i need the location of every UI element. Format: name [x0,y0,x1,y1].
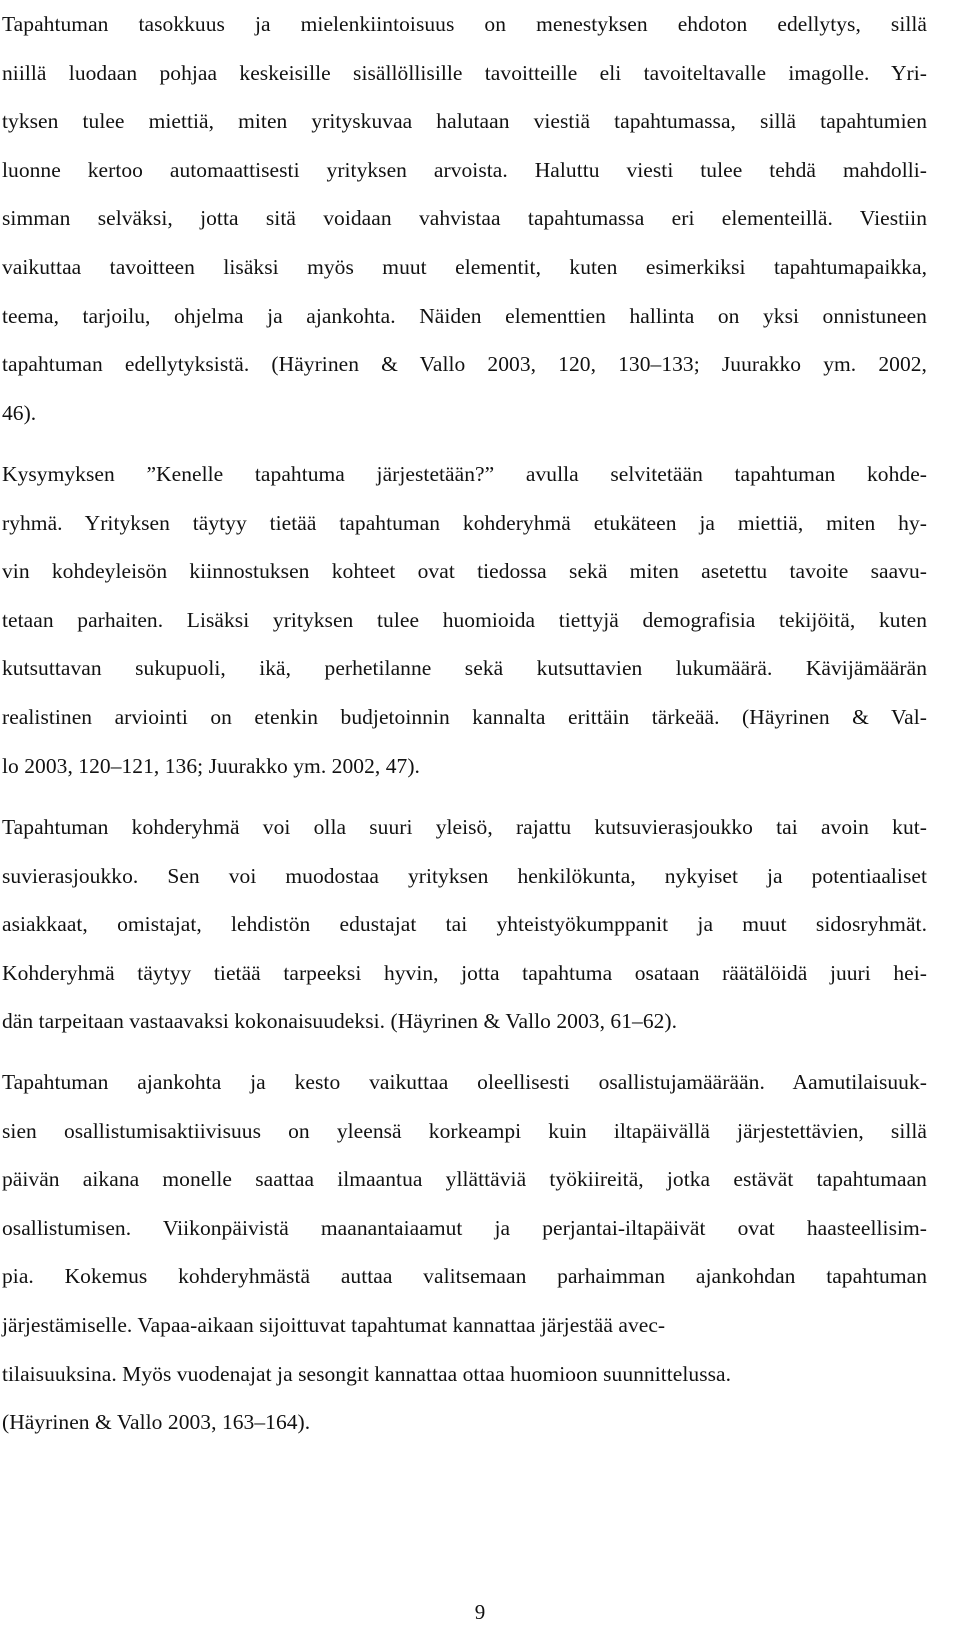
paragraph-line: vin kohdeyleisön kiinnostuksen kohteet ovat tiedossa sekä miten asetettu tavoite saavu- [2,559,927,584]
paragraph-line: osallistumisen. Viikonpäivistä maanantaiaamut ja perjantai-iltapäivät ovat haasteellisim- [2,1215,927,1240]
paragraph-line: järjestämiselle. Vapaa-aikaan sijoittuvat tapahtumat kannattaa järjestää avec- [2,1312,666,1337]
paragraph-line: Kysymyksen ”Kenelle tapahtuma järjestetään?” avulla selvitetään tapahtuman kohde- [2,462,927,486]
paragraph-line: tyksen tulee miettiä, miten yrityskuvaa halutaan viestiä tapahtumassa, sillä tapahtumien [2,109,927,134]
paragraph-line: dän tarpeitaan vastaavaksi kokonaisuudeksi. (Häyrinen & Vallo 2003, 61–62). [2,1009,678,1034]
paragraph-line: simman selväksi, jotta sitä voidaan vahvistaa tapahtumassa eri elementeillä. Viestiin [2,206,927,231]
paragraph-line: päivän aikana monelle saattaa ilmaantua yllättäviä työkiireitä, jotka estävät tapahtumaan [2,1167,927,1192]
paragraph-line: Kohderyhmä täytyy tietää tarpeeksi hyvin, jotta tapahtuma osataan räätälöidä juuri hei- [2,960,927,985]
paragraph-line: suvierasjoukko. Sen voi muodostaa yrityksen henkilökunta, nykyiset ja potentiaaliset [2,863,927,888]
paragraph-4 [2,1058,927,1447]
paragraph-line: Tapahtuman tasokkuus ja mielenkiintoisuus on menestyksen ehdoton edellytys, sillä [2,12,927,36]
paragraph-line: pia. Kokemus kohderyhmästä auttaa valitsemaan parhaimman ajankohdan tapahtuman [2,1264,927,1289]
paragraph-line: niillä luodaan pohjaa keskeisille sisällöllisille tavoitteille eli tavoiteltavalle imagolle. Yri- [2,60,927,85]
paragraph-line: lo 2003, 120–121, 136; Juurakko ym. 2002, 47). [2,753,420,778]
paragraph-3 [2,803,927,1046]
paragraph-line: asiakkaat, omistajat, lehdistön edustajat tai yhteistyökumppanit ja muut sidosryhmät. [2,912,927,937]
paragraph-line: teema, tarjoilu, ohjelma ja ajankohta. Näiden elementtien hallinta on yksi onnistuneen [2,303,927,328]
paragraph-line: tetaan parhaiten. Lisäksi yrityksen tulee huomioida tiettyjä demografisia tekijöitä, kuten [2,607,927,632]
paragraph-line: luonne kertoo automaattisesti yrityksen arvoista. Haluttu viesti tulee tehdä mahdolli- [2,157,927,182]
paragraph-line: (Häyrinen & Vallo 2003, 163–164). [2,1410,311,1435]
paragraph-line: 46). [2,400,37,425]
paragraph-line: realistinen arviointi on etenkin budjetoinnin kannalta erittäin tärkeää. (Häyrinen & Val- [2,704,927,729]
paragraph-line: ryhmä. Yrityksen täytyy tietää tapahtuman kohderyhmä etukäteen ja miettiä, miten hy- [2,510,927,535]
paragraph-line: Tapahtuman kohderyhmä voi olla suuri yleisö, rajattu kutsuvierasjoukko tai avoin kut- [2,815,927,839]
page-number: 9 [474,1600,486,1624]
paragraph-line: vaikuttaa tavoitteen lisäksi myös muut elementit, kuten esimerkiksi tapahtumapaikka, [2,254,927,279]
paragraph-line: Tapahtuman ajankohta ja kesto vaikuttaa oleellisesti osallistujamäärään. Aamutilaisuuk- [2,1070,927,1094]
paragraph-line: tilaisuuksina. Myös vuodenajat ja sesongit kannattaa ottaa huomioon suunnittelussa. [2,1361,732,1386]
paragraph-line: kutsuttavan sukupuoli, ikä, perhetilanne sekä kutsuttavien lukumäärä. Kävijämäärän [2,656,927,681]
paragraph-line: sien osallistumisaktiivisuus on yleensä korkeampi kuin iltapäivällä järjestettävien, sillä [2,1118,927,1143]
paragraph-1 [2,0,927,437]
paragraph-line: tapahtuman edellytyksistä. (Häyrinen & Vallo 2003, 120, 130–133; Juurakko ym. 2002, [2,352,927,377]
paragraph-2 [2,450,927,790]
